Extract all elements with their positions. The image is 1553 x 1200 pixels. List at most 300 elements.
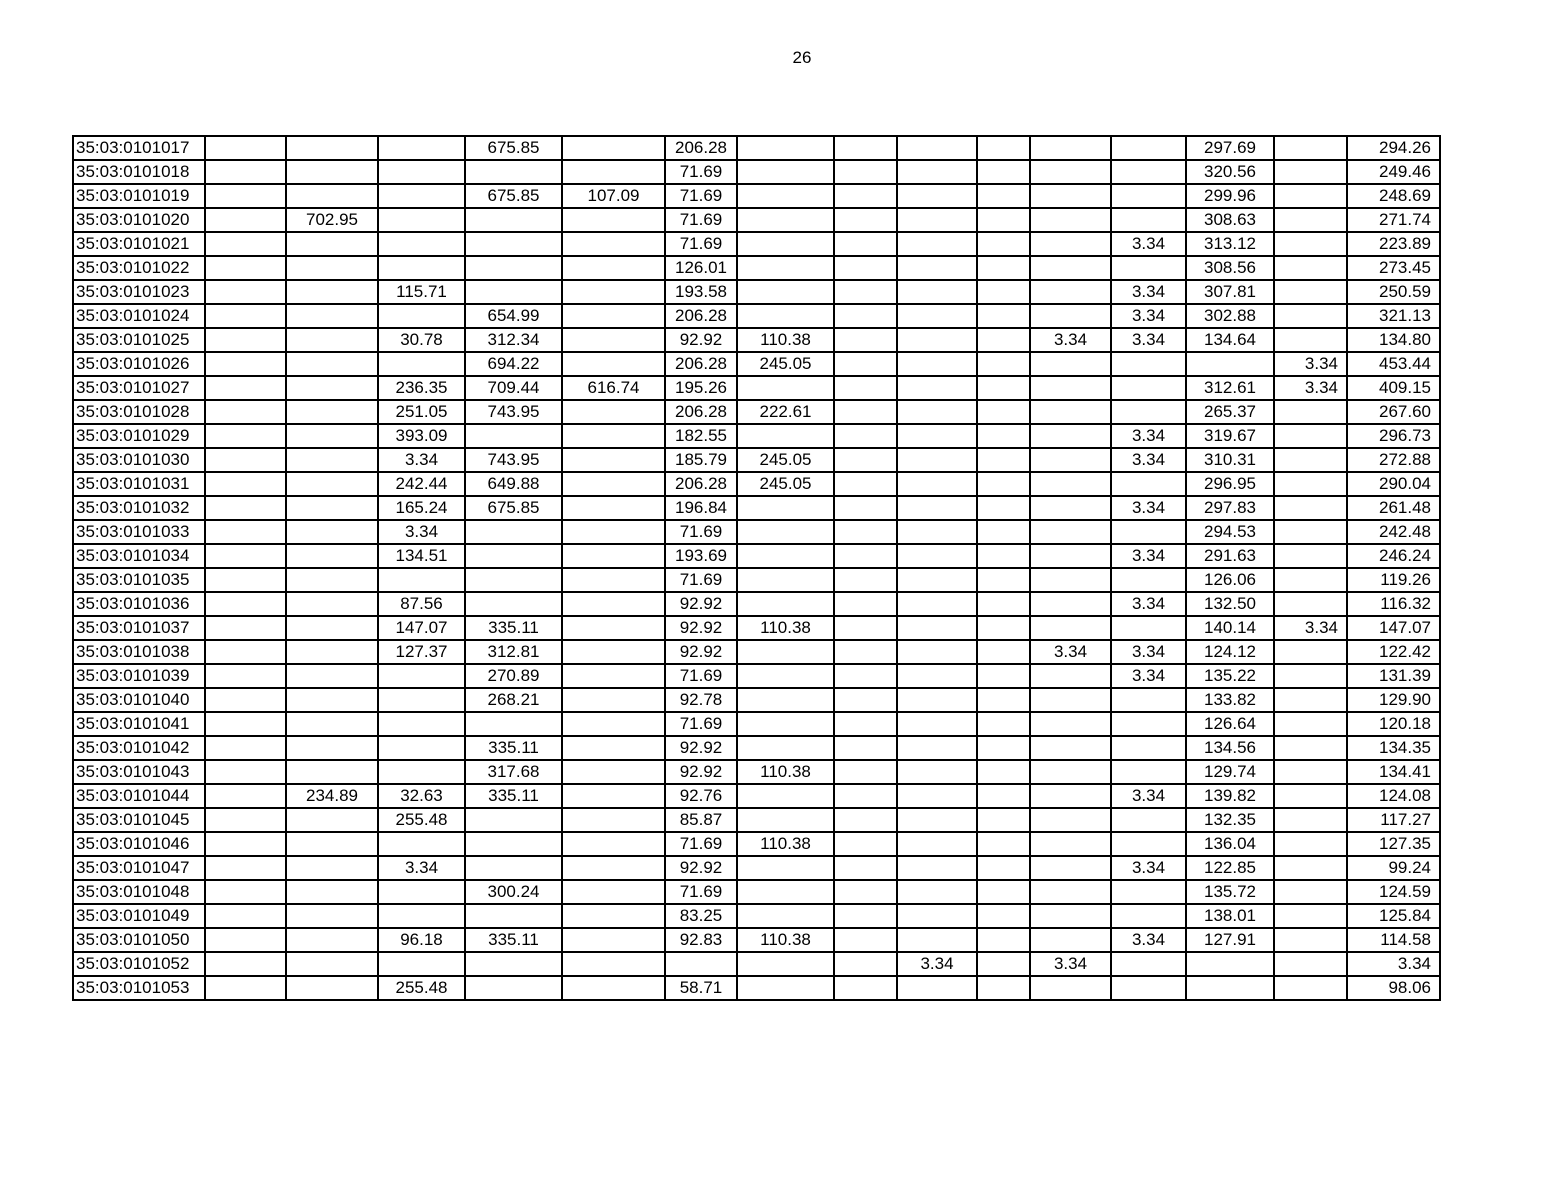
value-cell	[1274, 424, 1347, 448]
value-cell: 3.34	[1111, 232, 1186, 256]
value-cell	[737, 712, 834, 736]
value-cell	[286, 880, 378, 904]
value-cell	[977, 952, 1030, 976]
value-cell	[562, 952, 665, 976]
cadastral-number-cell: 35:03:0101032	[73, 496, 205, 520]
value-cell	[737, 160, 834, 184]
value-cell	[1274, 832, 1347, 856]
value-cell	[1111, 904, 1186, 928]
value-cell: 3.34	[1111, 928, 1186, 952]
value-cell	[834, 160, 897, 184]
value-cell: 122.42	[1347, 640, 1440, 664]
value-cell	[562, 232, 665, 256]
value-cell	[205, 136, 286, 160]
value-cell	[286, 472, 378, 496]
value-cell: 3.34	[378, 448, 465, 472]
value-cell	[897, 496, 977, 520]
table-row	[73, 328, 1440, 352]
value-cell	[562, 592, 665, 616]
cadastral-number-cell: 35:03:0101019	[73, 184, 205, 208]
value-cell	[977, 472, 1030, 496]
value-cell	[465, 520, 562, 544]
value-cell: 127.37	[378, 640, 465, 664]
table-row	[73, 184, 1440, 208]
value-cell	[737, 568, 834, 592]
value-cell	[562, 904, 665, 928]
value-cell	[378, 760, 465, 784]
value-cell	[1030, 856, 1111, 880]
cadastral-number-cell: 35:03:0101034	[73, 544, 205, 568]
value-cell	[737, 640, 834, 664]
value-cell	[665, 952, 737, 976]
value-cell	[897, 400, 977, 424]
value-cell	[286, 400, 378, 424]
value-cell: 195.26	[665, 376, 737, 400]
value-cell	[1274, 232, 1347, 256]
value-cell: 110.38	[737, 616, 834, 640]
table-row	[73, 568, 1440, 592]
value-cell	[205, 952, 286, 976]
cadastral-number-cell: 35:03:0101030	[73, 448, 205, 472]
value-cell	[834, 688, 897, 712]
value-cell	[1030, 784, 1111, 808]
table-row	[73, 904, 1440, 928]
value-cell	[205, 256, 286, 280]
value-cell	[286, 256, 378, 280]
value-cell	[1274, 688, 1347, 712]
value-cell	[897, 640, 977, 664]
value-cell	[465, 256, 562, 280]
value-cell	[205, 664, 286, 688]
cadastral-number-cell: 35:03:0101033	[73, 520, 205, 544]
value-cell: 206.28	[665, 352, 737, 376]
value-cell: 3.34	[1111, 448, 1186, 472]
value-cell	[897, 808, 977, 832]
value-cell	[977, 544, 1030, 568]
value-cell	[465, 904, 562, 928]
value-cell: 58.71	[665, 976, 737, 1000]
value-cell: 245.05	[737, 352, 834, 376]
value-cell	[562, 472, 665, 496]
table-row	[73, 304, 1440, 328]
value-cell	[834, 640, 897, 664]
value-cell	[737, 784, 834, 808]
value-cell	[897, 352, 977, 376]
value-cell: 246.24	[1347, 544, 1440, 568]
value-cell: 3.34	[1111, 496, 1186, 520]
value-cell	[562, 424, 665, 448]
value-cell	[286, 928, 378, 952]
table-row	[73, 400, 1440, 424]
value-cell	[562, 280, 665, 304]
value-cell	[1274, 928, 1347, 952]
value-cell	[562, 856, 665, 880]
value-cell	[1111, 736, 1186, 760]
table-row	[73, 976, 1440, 1000]
value-cell	[205, 232, 286, 256]
value-cell: 3.34	[1111, 664, 1186, 688]
value-cell	[897, 304, 977, 328]
value-cell: 133.82	[1186, 688, 1274, 712]
table-row	[73, 520, 1440, 544]
value-cell: 129.74	[1186, 760, 1274, 784]
value-cell	[1274, 184, 1347, 208]
value-cell	[897, 136, 977, 160]
value-cell	[1274, 400, 1347, 424]
value-cell	[1030, 568, 1111, 592]
value-cell	[977, 208, 1030, 232]
value-cell	[977, 592, 1030, 616]
value-cell: 297.69	[1186, 136, 1274, 160]
table-row	[73, 136, 1440, 160]
value-cell	[977, 664, 1030, 688]
value-cell: 147.07	[378, 616, 465, 640]
value-cell	[1111, 352, 1186, 376]
value-cell	[897, 928, 977, 952]
value-cell	[205, 544, 286, 568]
value-cell	[286, 712, 378, 736]
value-cell: 129.90	[1347, 688, 1440, 712]
value-cell	[1030, 232, 1111, 256]
value-cell	[737, 688, 834, 712]
value-cell	[205, 472, 286, 496]
value-cell	[205, 424, 286, 448]
value-cell	[897, 184, 977, 208]
value-cell	[977, 160, 1030, 184]
table-row	[73, 256, 1440, 280]
cadastral-number-cell: 35:03:0101053	[73, 976, 205, 1000]
value-cell	[1030, 160, 1111, 184]
value-cell	[1030, 544, 1111, 568]
cadastral-number-cell: 35:03:0101040	[73, 688, 205, 712]
value-cell	[286, 136, 378, 160]
value-cell	[1030, 424, 1111, 448]
value-cell	[834, 448, 897, 472]
value-cell: 182.55	[665, 424, 737, 448]
value-cell: 126.06	[1186, 568, 1274, 592]
value-cell	[834, 616, 897, 640]
value-cell	[897, 664, 977, 688]
table-row	[73, 928, 1440, 952]
value-cell	[897, 568, 977, 592]
value-cell	[1030, 520, 1111, 544]
value-cell: 270.89	[465, 664, 562, 688]
value-cell	[562, 616, 665, 640]
value-cell	[834, 592, 897, 616]
value-cell	[562, 832, 665, 856]
value-cell: 206.28	[665, 136, 737, 160]
value-cell	[205, 880, 286, 904]
value-cell: 3.34	[1111, 592, 1186, 616]
value-cell	[1111, 760, 1186, 784]
value-cell	[1030, 928, 1111, 952]
value-cell: 312.61	[1186, 376, 1274, 400]
value-cell	[977, 616, 1030, 640]
cadastral-number-cell: 35:03:0101045	[73, 808, 205, 832]
value-cell	[1274, 712, 1347, 736]
value-cell	[562, 496, 665, 520]
value-cell	[1030, 616, 1111, 640]
value-cell	[737, 520, 834, 544]
value-cell: 110.38	[737, 328, 834, 352]
value-cell	[205, 928, 286, 952]
value-cell	[977, 184, 1030, 208]
value-cell	[465, 232, 562, 256]
cadastral-number-cell: 35:03:0101050	[73, 928, 205, 952]
value-cell	[1030, 256, 1111, 280]
value-cell	[977, 712, 1030, 736]
value-cell	[897, 904, 977, 928]
value-cell	[977, 280, 1030, 304]
value-cell	[977, 448, 1030, 472]
value-cell	[737, 856, 834, 880]
value-cell	[977, 808, 1030, 832]
value-cell: 92.92	[665, 760, 737, 784]
value-cell	[1030, 976, 1111, 1000]
value-cell	[1274, 328, 1347, 352]
value-cell	[977, 568, 1030, 592]
cadastral-number-cell: 35:03:0101041	[73, 712, 205, 736]
value-cell	[286, 280, 378, 304]
value-cell	[205, 568, 286, 592]
cadastral-number-cell: 35:03:0101043	[73, 760, 205, 784]
value-cell	[562, 544, 665, 568]
value-cell: 236.35	[378, 376, 465, 400]
value-cell	[897, 256, 977, 280]
value-cell	[1111, 184, 1186, 208]
value-cell	[834, 496, 897, 520]
cadastral-number-cell: 35:03:0101026	[73, 352, 205, 376]
value-cell	[286, 952, 378, 976]
value-cell: 242.48	[1347, 520, 1440, 544]
value-cell: 107.09	[562, 184, 665, 208]
value-cell: 297.83	[1186, 496, 1274, 520]
value-cell	[1030, 736, 1111, 760]
value-cell	[1030, 760, 1111, 784]
value-cell	[834, 664, 897, 688]
value-cell: 272.88	[1347, 448, 1440, 472]
value-cell	[465, 808, 562, 832]
value-cell	[205, 400, 286, 424]
value-cell	[1274, 496, 1347, 520]
value-cell	[286, 832, 378, 856]
value-cell	[378, 736, 465, 760]
value-cell: 92.92	[665, 856, 737, 880]
value-cell	[897, 280, 977, 304]
value-cell: 117.27	[1347, 808, 1440, 832]
value-cell	[205, 976, 286, 1000]
value-cell	[205, 496, 286, 520]
value-cell	[977, 520, 1030, 544]
value-cell: 206.28	[665, 304, 737, 328]
table-row	[73, 472, 1440, 496]
value-cell: 92.83	[665, 928, 737, 952]
table-row	[73, 496, 1440, 520]
value-cell: 126.01	[665, 256, 737, 280]
value-cell: 296.95	[1186, 472, 1274, 496]
value-cell	[737, 496, 834, 520]
value-cell: 291.63	[1186, 544, 1274, 568]
value-cell	[1274, 544, 1347, 568]
value-cell	[737, 232, 834, 256]
value-cell	[286, 448, 378, 472]
value-cell: 317.68	[465, 760, 562, 784]
value-cell: 3.34	[1111, 328, 1186, 352]
value-cell	[1274, 448, 1347, 472]
value-cell	[1274, 880, 1347, 904]
table-row	[73, 376, 1440, 400]
value-cell	[205, 736, 286, 760]
value-cell	[834, 808, 897, 832]
value-cell	[897, 712, 977, 736]
value-cell	[897, 376, 977, 400]
value-cell: 296.73	[1347, 424, 1440, 448]
value-cell	[897, 520, 977, 544]
value-cell: 32.63	[378, 784, 465, 808]
value-cell	[205, 376, 286, 400]
value-cell: 453.44	[1347, 352, 1440, 376]
value-cell: 308.63	[1186, 208, 1274, 232]
value-cell	[286, 904, 378, 928]
value-cell	[897, 856, 977, 880]
value-cell: 132.35	[1186, 808, 1274, 832]
value-cell: 335.11	[465, 928, 562, 952]
value-cell	[977, 856, 1030, 880]
value-cell: 290.04	[1347, 472, 1440, 496]
value-cell	[1274, 952, 1347, 976]
value-cell	[1111, 256, 1186, 280]
value-cell	[205, 280, 286, 304]
value-cell	[1030, 448, 1111, 472]
table-row	[73, 880, 1440, 904]
value-cell	[562, 568, 665, 592]
value-cell	[834, 400, 897, 424]
value-cell	[1186, 952, 1274, 976]
value-cell	[378, 712, 465, 736]
value-cell: 255.48	[378, 808, 465, 832]
cadastral-number-cell: 35:03:0101046	[73, 832, 205, 856]
value-cell	[1274, 568, 1347, 592]
value-cell	[1274, 304, 1347, 328]
value-cell: 242.44	[378, 472, 465, 496]
value-cell	[1030, 808, 1111, 832]
value-cell	[1111, 832, 1186, 856]
value-cell	[897, 592, 977, 616]
value-cell	[378, 688, 465, 712]
value-cell: 122.85	[1186, 856, 1274, 880]
value-cell: 743.95	[465, 448, 562, 472]
value-cell: 248.69	[1347, 184, 1440, 208]
cadastral-number-cell: 35:03:0101042	[73, 736, 205, 760]
value-cell	[205, 688, 286, 712]
value-cell	[286, 328, 378, 352]
value-cell	[897, 208, 977, 232]
value-cell	[1274, 976, 1347, 1000]
value-cell: 675.85	[465, 496, 562, 520]
value-cell: 3.34	[897, 952, 977, 976]
value-cell	[562, 304, 665, 328]
value-cell	[286, 232, 378, 256]
value-cell: 114.58	[1347, 928, 1440, 952]
value-cell: 139.82	[1186, 784, 1274, 808]
value-cell: 3.34	[1111, 784, 1186, 808]
value-cell: 312.81	[465, 640, 562, 664]
value-cell	[1030, 280, 1111, 304]
cadastral-number-cell: 35:03:0101028	[73, 400, 205, 424]
value-cell: 3.34	[1111, 280, 1186, 304]
value-cell	[1274, 760, 1347, 784]
value-cell: 134.35	[1347, 736, 1440, 760]
value-cell	[205, 640, 286, 664]
value-cell: 125.84	[1347, 904, 1440, 928]
value-cell	[834, 544, 897, 568]
value-cell: 196.84	[665, 496, 737, 520]
value-cell: 335.11	[465, 736, 562, 760]
value-cell: 249.46	[1347, 160, 1440, 184]
value-cell	[286, 304, 378, 328]
value-cell	[737, 952, 834, 976]
table-row	[73, 592, 1440, 616]
value-cell: 255.48	[378, 976, 465, 1000]
value-cell: 409.15	[1347, 376, 1440, 400]
value-cell: 709.44	[465, 376, 562, 400]
value-cell: 393.09	[378, 424, 465, 448]
value-cell	[1274, 256, 1347, 280]
value-cell	[737, 424, 834, 448]
value-cell	[1274, 208, 1347, 232]
value-cell: 124.59	[1347, 880, 1440, 904]
value-cell: 3.34	[1111, 544, 1186, 568]
value-cell	[562, 976, 665, 1000]
value-cell	[977, 784, 1030, 808]
cadastral-number-cell: 35:03:0101031	[73, 472, 205, 496]
value-cell	[897, 616, 977, 640]
table-row	[73, 712, 1440, 736]
value-cell: 193.69	[665, 544, 737, 568]
cadastral-number-cell: 35:03:0101024	[73, 304, 205, 328]
table-row	[73, 856, 1440, 880]
value-cell	[1274, 520, 1347, 544]
value-cell	[1030, 496, 1111, 520]
value-cell	[562, 328, 665, 352]
value-cell: 616.74	[562, 376, 665, 400]
value-cell: 335.11	[465, 784, 562, 808]
value-cell	[205, 712, 286, 736]
page-number: 26	[792, 48, 812, 67]
value-cell	[977, 760, 1030, 784]
table-row	[73, 160, 1440, 184]
value-cell	[897, 544, 977, 568]
value-cell	[834, 232, 897, 256]
value-cell	[834, 880, 897, 904]
value-cell	[897, 328, 977, 352]
value-cell	[205, 832, 286, 856]
value-cell	[1274, 160, 1347, 184]
value-cell	[378, 880, 465, 904]
value-cell: 120.18	[1347, 712, 1440, 736]
value-cell	[977, 688, 1030, 712]
value-cell	[1030, 376, 1111, 400]
value-cell: 3.34	[1111, 304, 1186, 328]
cadastral-number-cell: 35:03:0101052	[73, 952, 205, 976]
value-cell	[465, 280, 562, 304]
value-cell: 127.35	[1347, 832, 1440, 856]
value-cell: 71.69	[665, 664, 737, 688]
value-cell	[977, 736, 1030, 760]
value-cell	[1111, 952, 1186, 976]
value-cell	[897, 880, 977, 904]
value-cell	[1030, 712, 1111, 736]
